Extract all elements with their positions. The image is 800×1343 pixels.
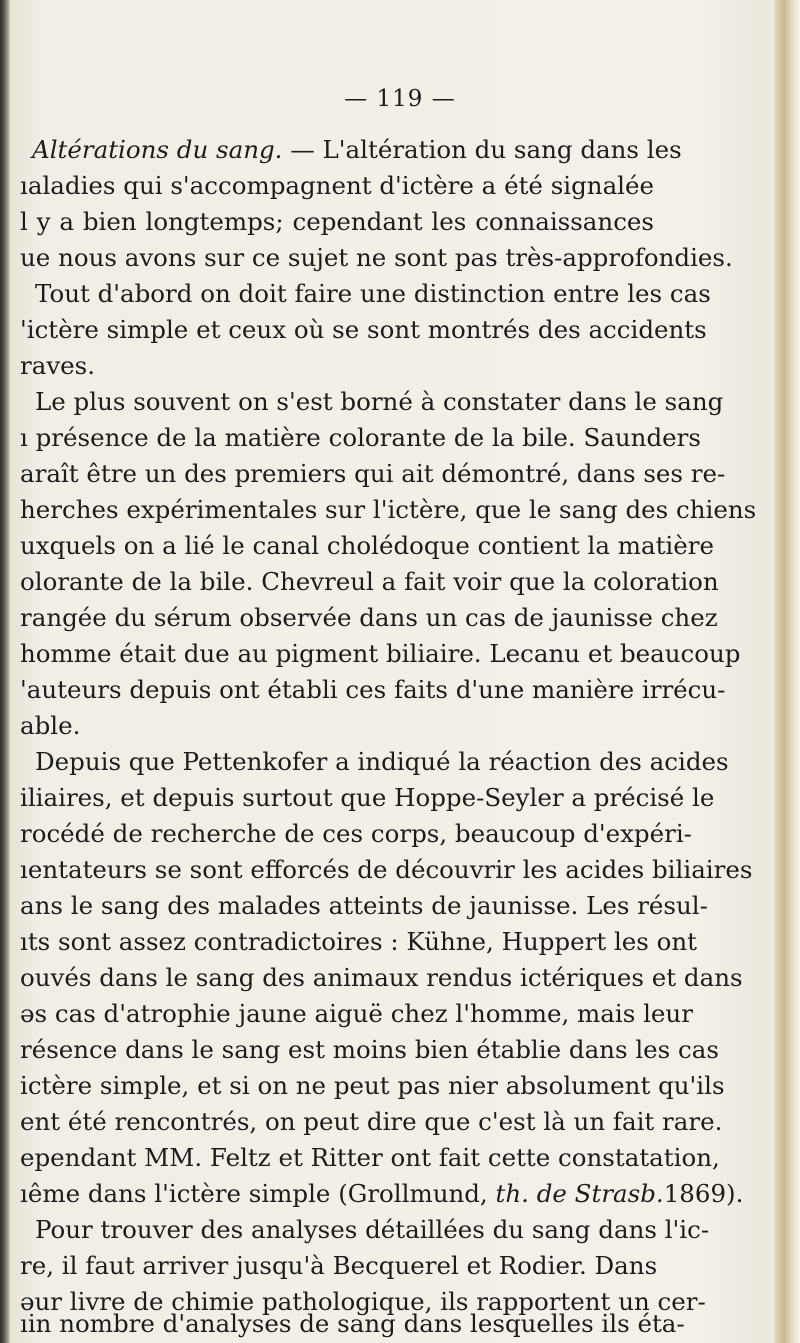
text-line-11: herches expérimentales sur l'ictère, que le sang des chiens <box>20 495 757 524</box>
text-line-7: raves. <box>20 351 96 380</box>
text-line-1 <box>32 132 682 168</box>
text-line-3: l y a bien longtemps; cependant les connaissances <box>20 207 654 236</box>
text-line-16: 'auteurs depuis ont établi ces faits d'une manière irrécu- <box>20 675 726 704</box>
citation-year: 1869). <box>663 1179 744 1208</box>
text-line-27: ictère simple, et si on ne peut pas nier absolument qu'ils <box>20 1071 725 1100</box>
text-line-24: ouvés dans le sang des animaux rendus ictériques et dans <box>20 963 743 992</box>
page-number: — 119 — <box>344 86 456 112</box>
text-line-22: ans le sang des malades atteints de jaunisse. Les résul- <box>20 891 708 920</box>
text-line-28: ent été rencontrés, on peut dire que c'est là un fait rare. <box>20 1107 723 1136</box>
text-line-31: Pour trouver des analyses détaillées du sang dans l'ic- <box>35 1215 710 1244</box>
citation-thesis: th. de Strasb. <box>495 1179 664 1208</box>
text-line-15: homme était due au pigment biliaire. Lecanu et beaucoup <box>20 639 741 668</box>
page-binding-shadow <box>0 0 10 1343</box>
text-line-6: 'ictère simple et ceux où se sont montrés des accidents <box>20 315 707 344</box>
page-edge-stain <box>772 0 800 1343</box>
text-line-12: uxquels on a lié le canal cholédoque contient la matière <box>20 531 714 560</box>
text-line-18: Depuis que Pettenkofer a indiqué la réaction des acides <box>35 747 729 776</box>
text-line-29: ependant MM. Feltz et Ritter ont fait cette constatation, <box>20 1143 720 1172</box>
text-line-25: əs cas d'atrophie jaune aiguë chez l'homme, mais leur <box>20 999 693 1028</box>
text-line-4: ue nous avons sur ce sujet ne sont pas très-approfondies. <box>20 243 733 272</box>
text-line-8: Le plus souvent on s'est borné à constater dans le sang <box>35 387 724 416</box>
text-line-23: ıts sont assez contradictoires : Kühne, Huppert les ont <box>20 927 698 956</box>
heading-continuation: — L'altération du sang dans les <box>282 135 682 164</box>
text-line-32: re, il faut arriver jusqu'à Becquerel et Rodier. Dans <box>20 1251 658 1280</box>
text-line-20: rocédé de recherche de ces corps, beaucoup d'expéri- <box>20 819 692 848</box>
text-line-26: résence dans le sang est moins bien établie dans les cas <box>20 1035 719 1064</box>
text-line-33: əur livre de chimie pathologique, ils rapportent un cer- <box>20 1287 706 1316</box>
text-line-34: ıin nombre d'analyses de sang dans lesquelles ils éta- <box>20 1309 685 1338</box>
text-line-30 <box>20 1176 744 1212</box>
text-line-2: ıaladies qui s'accompagnent d'ictère a été signalée <box>20 171 655 200</box>
text-line-19: iliaires, et depuis surtout que Hoppe-Seyler a précisé le <box>20 783 715 812</box>
text-line-13: olorante de la bile. Chevreul a fait voir que la coloration <box>20 567 719 596</box>
citation-lead: ıême dans l'ictère simple (Grollmund, <box>20 1179 496 1208</box>
text-line-17: able. <box>20 711 81 740</box>
section-heading: Altérations du sang. <box>32 135 283 164</box>
text-line-10: araît être un des premiers qui ait démontré, dans ses re- <box>20 459 726 488</box>
text-line-21: ıentateurs se sont efforcés de découvrir les acides biliaires <box>20 855 753 884</box>
text-line-14: rangée du sérum observée dans un cas de jaunisse chez <box>20 603 718 632</box>
text-line-9: ı présence de la matière colorante de la bile. Saunders <box>20 423 701 452</box>
text-line-5: Tout d'abord on doit faire une distinction entre les cas <box>35 279 711 308</box>
